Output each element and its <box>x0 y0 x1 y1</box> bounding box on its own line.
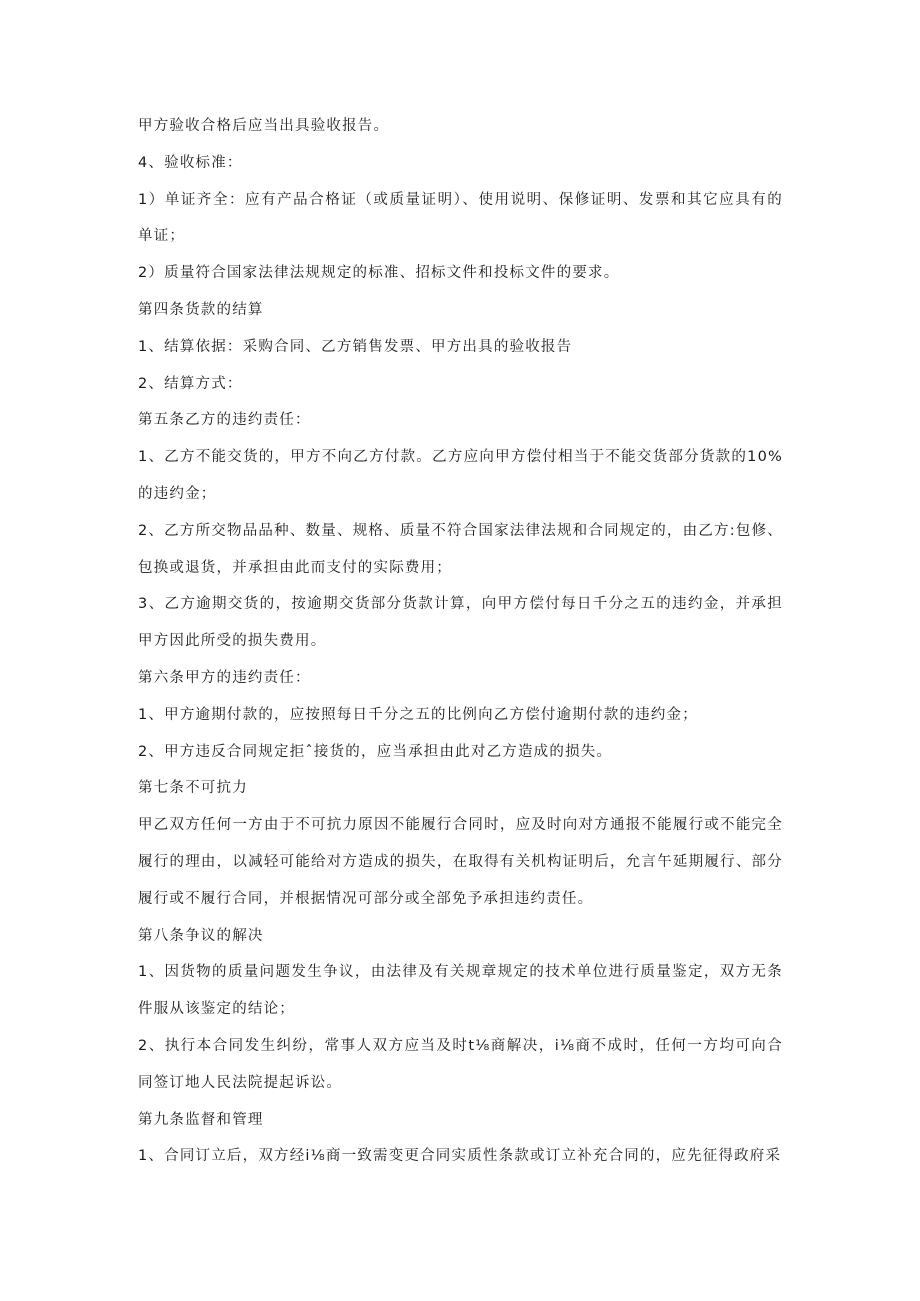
heading-article-5: 第五条乙方的违约责任： <box>138 412 311 429</box>
heading-article-8: 第八条争议的解决 <box>138 927 264 944</box>
paragraph-settlement-basis: 1、结算依据：采购合同、乙方销售发票、甲方出具的验收报告 <box>138 338 573 355</box>
paragraph-dispute-litigation: 2、执行本合同发生纠纷，常事人双方应当及时t⅛商解决，i⅛商不成时，任何一方均可向合同签订地人民法院提起诉讼。 <box>138 1037 783 1091</box>
paragraph-documents-complete: 1）单证齐全：应有产品合格证（或质量证明）、使用说明、保修证明、发票和其它应具有的单证； <box>138 191 783 245</box>
paragraph-quality-dispute: 1、因货物的质量问题发生争议，由法律及有关规章规定的技术单位进行质量鉴定，双方无条件服从该鉴定的结论； <box>138 964 783 1018</box>
paragraph-acceptance-standard-heading: 4、验收标准： <box>138 154 243 171</box>
paragraph-party-b-late-delivery: 3、乙方逾期交货的，按逾期交货部分货款计算，向甲方偿付每日千分之五的违约金，并承担甲方因此所受的损失费用。 <box>138 596 783 650</box>
paragraph-force-majeure: 甲乙双方任何一方由于不可抗力原因不能履行合同时，应及时向对方通报不能履行或不能完全履行的理由，以减轻可能给对方造成的损失，在取得有关机构证明后，允言午延期履行、部分履行或不履行合同，并根据情况可部分或全部免予承担违约责任。 <box>138 817 783 907</box>
paragraph-party-b-nonconforming: 2、乙方所交物品品种、数量、规格、质量不符合国家法律法规和合同规定的，由乙方:包修、包换或退货，并承担由此而支付的实际费用； <box>138 522 783 576</box>
document-page <box>138 108 783 1175</box>
paragraph-party-a-refuse-delivery: 2、甲方违反合同规定拒ˆ接货的，应当承担由此对乙方造成的损失。 <box>138 743 613 760</box>
heading-article-9: 第九条监督和管理 <box>138 1111 264 1128</box>
paragraph-settlement-method: 2、结算方式： <box>138 375 243 392</box>
paragraph-quality-compliance: 2）质量符合国家法律法规规定的标准、招标文件和投标文件的要求。 <box>138 265 620 282</box>
heading-article-6: 第六条甲方的违约责任： <box>138 669 311 686</box>
paragraph-party-a-late-payment: 1、甲方逾期付款的，应按照每日千分之五的比例向乙方偿付逾期付款的违约金； <box>138 706 698 723</box>
paragraph-acceptance-report: 甲方验收合格后应当出具验收报告。 <box>138 118 390 134</box>
heading-article-4: 第四条货款的结算 <box>138 301 264 318</box>
paragraph-contract-change: 1、合同订立后，双方经i⅛商一致需变更合同实质性条款或订立补充合同的，应先征得政府采 <box>138 1148 782 1165</box>
paragraph-party-b-no-delivery: 1、乙方不能交货的，甲方不向乙方付款。乙方应向甲方偿付相当于不能交货部分货款的10%的违约金； <box>138 449 783 502</box>
heading-article-7: 第七条不可抗力 <box>138 780 248 797</box>
